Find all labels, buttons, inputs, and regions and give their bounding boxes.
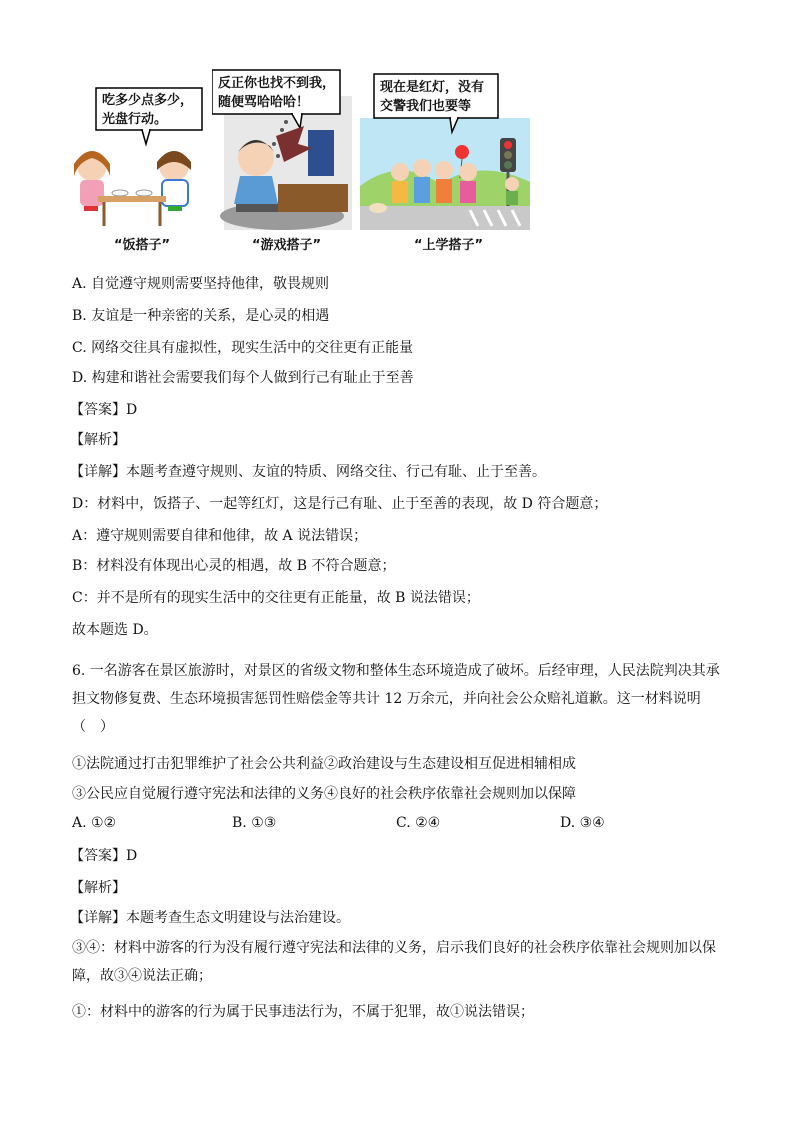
q5-detail-intro: 【详解】本题考查遵守规则、友谊的特质、网络交往、行己有耻、止于至善。 <box>70 464 546 480</box>
q6-statement-2: ③公民应自觉履行遵守宪法和法律的义务④良好的社会秩序依靠社会规则加以保障 <box>72 786 576 802</box>
q6-option-a: A. ①② <box>72 815 117 831</box>
q5-detail-a: A：遵守规则需要自律和他律，故 A 说法错误； <box>72 528 368 544</box>
q6-answer: 【答案】D <box>70 848 138 864</box>
q6-statement-1: ①法院通过打击犯罪维护了社会公共利益②政治建设与生态建设相互促进相辅相成 <box>72 756 576 772</box>
school-bubble-line-1: 现在是红灯，没有 <box>380 80 485 95</box>
panel-school-buddy <box>360 66 532 256</box>
q5-detail-d: D：材料中，饭搭子、一起等红灯，这是行己有耻、止于至善的表现，故 D 符合题意； <box>72 496 608 512</box>
q5-option-d: D. 构建和谐社会需要我们每个人做到行己有耻止于至善 <box>72 370 414 386</box>
game-bubble-line-2: 随便骂哈哈哈！ <box>218 95 310 110</box>
q5-answer: 【答案】D <box>70 402 138 418</box>
q5-option-c: C. 网络交往具有虚拟性，现实生活中的交往更有正能量 <box>72 340 414 356</box>
q6-detail-34: ③④：材料中游客的行为没有履行遵守宪法和法律的义务，启示我们良好的社会秩序依靠社会规则加以保障，故③④说法正确； <box>72 940 716 984</box>
game-buddy-caption: “游戏搭子” <box>252 238 322 253</box>
q6-option-b: B. ①③ <box>232 815 277 831</box>
q5-option-a: A. 自觉遵守规则需要坚持他律，敬畏规则 <box>72 276 330 292</box>
school-buddy-caption: “上学搭子” <box>414 238 484 253</box>
q5-analysis-label: 【解析】 <box>70 432 126 448</box>
q6-option-c: C. ②④ <box>396 815 441 831</box>
q5-conclusion: 故本题选 D。 <box>72 622 158 638</box>
q6-stem: 6. 一名游客在景区旅游时，对景区的省级文物和整体生态环境造成了破坏。后经审理，人民法院判决其承担文物修复费、生态环境损害惩罚性赔偿金等共计 12 万余元，并向社会公众赔礼道歉。这一材料说明（ ） <box>72 663 720 735</box>
meal-bubble-line-1: 吃多少点多少， <box>102 93 194 108</box>
q5-option-b: B. 友谊是一种亲密的关系，是心灵的相遇 <box>72 308 330 324</box>
q6-analysis-label: 【解析】 <box>70 880 126 896</box>
q6-option-d: D. ③④ <box>560 815 605 831</box>
q6-detail-intro: 【详解】本题考查生态文明建设与法治建设。 <box>70 910 350 926</box>
meal-bubble-line-2: 光盘行动。 <box>102 112 168 127</box>
panel-game-buddy <box>212 66 357 256</box>
game-bubble-line-1: 反正你也找不到我， <box>218 76 336 91</box>
panel-meal-buddy <box>62 66 207 256</box>
q5-detail-b: B：材料没有体现出心灵的相遇，故 B 不符合题意； <box>72 558 396 574</box>
q6-detail-1: ①：材料中的游客的行为属于民事违法行为，不属于犯罪，故①说法错误； <box>72 1004 534 1020</box>
school-bubble-line-2: 交警我们也要等 <box>380 99 472 114</box>
meal-buddy-caption: “饭搭子” <box>114 238 171 253</box>
q6-options <box>72 815 632 835</box>
illustration-row <box>62 66 542 256</box>
q5-detail-c: C：并不是所有的现实生活中的交往更有正能量，故 B 说法错误； <box>72 590 480 606</box>
